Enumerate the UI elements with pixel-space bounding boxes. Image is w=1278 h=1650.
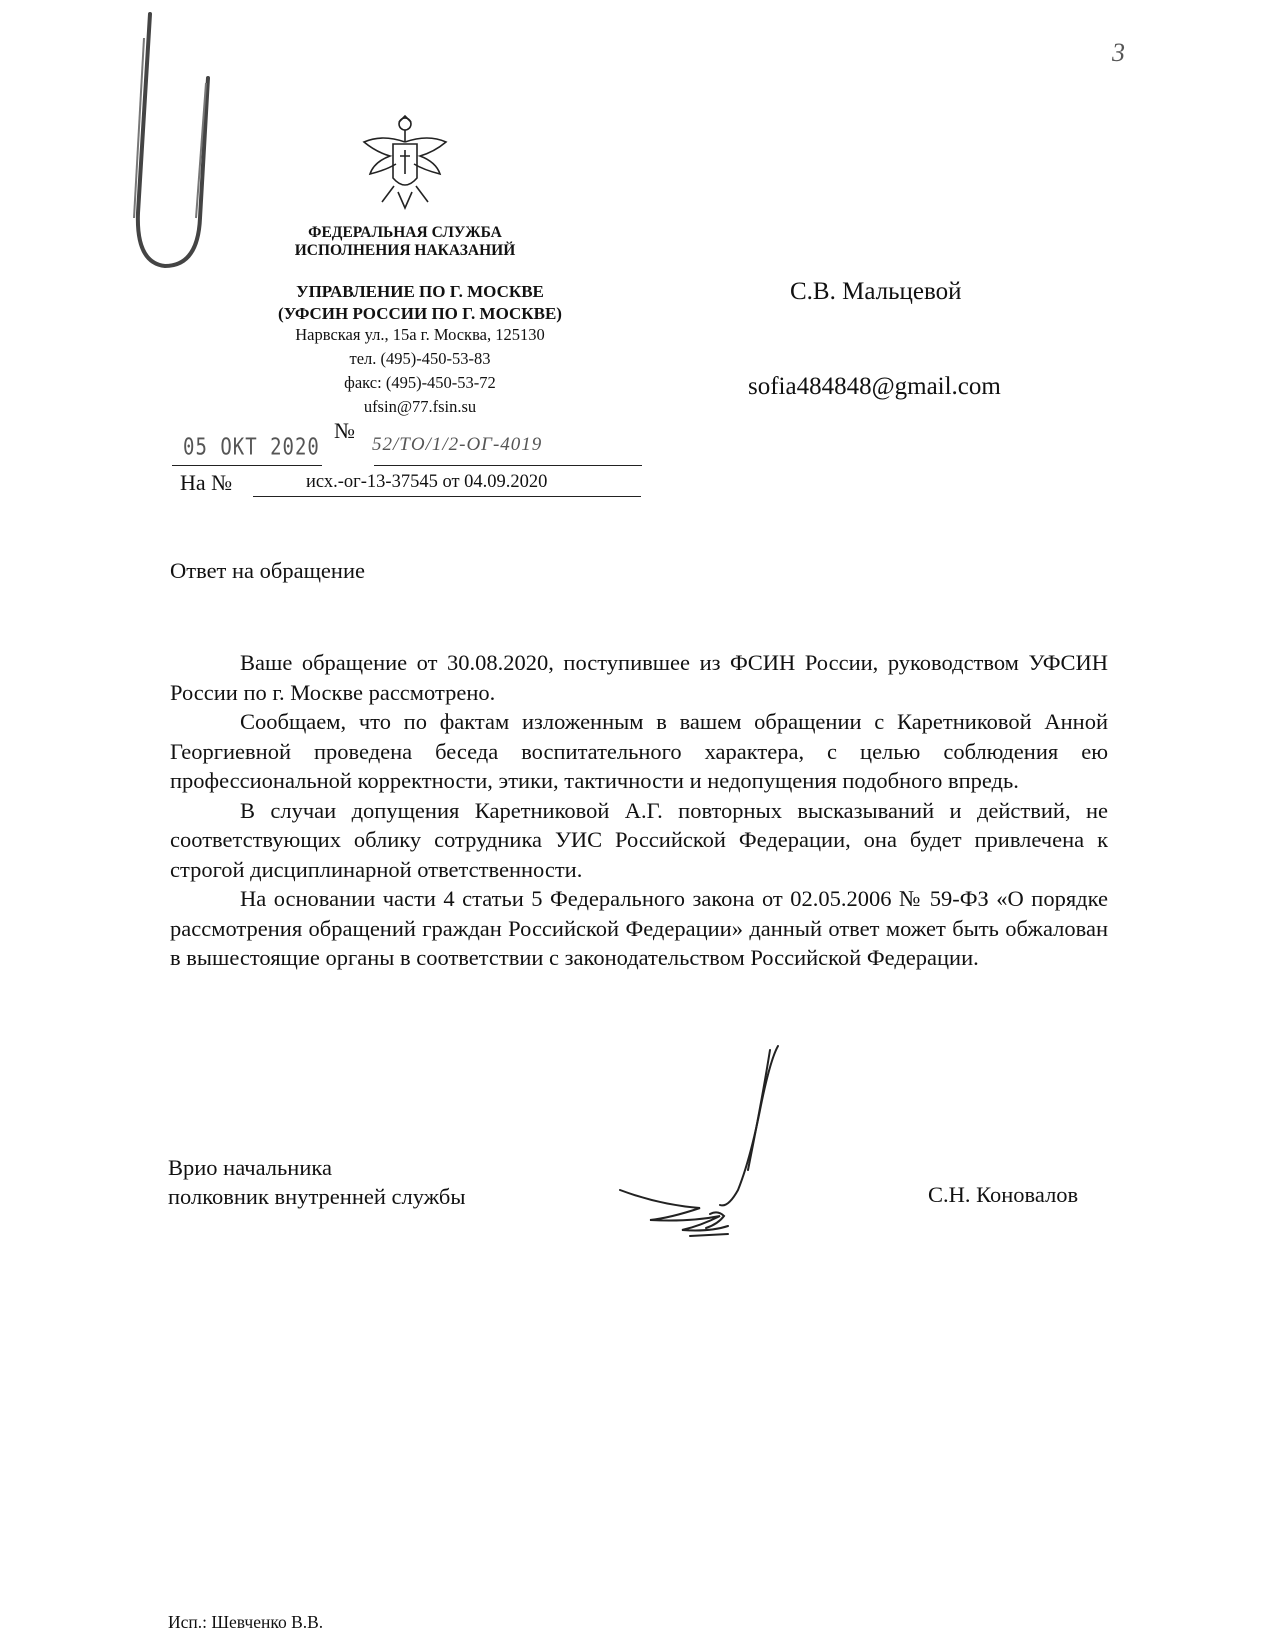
reference-underline — [253, 496, 641, 497]
reference-label: На № — [180, 470, 233, 495]
agency-name-line2: ИСПОЛНЕНИЯ НАКАЗАНИЙ — [294, 242, 516, 259]
department-email: ufsin@77.fsin.su — [363, 397, 477, 416]
paperclip-icon — [120, 8, 220, 268]
department-name-line2: (УФСИН РОССИИ ПО Г. МОСКВЕ) — [278, 304, 562, 323]
body-paragraph-3: В случаи допущения Каретниковой А.Г. повторных высказываний и действий, не соответствующих облику сотрудника УИС Российской Федерации, она будет привлечена к строгой дисциплинарной ответственности. — [170, 797, 1108, 882]
agency-name-line1: ФЕДЕРАЛЬНАЯ СЛУЖБА — [308, 224, 502, 241]
department-address: Нарвская ул., 15а г. Москва, 125130 — [295, 325, 545, 344]
body-paragraph-4: На основании части 4 статьи 5 Федерального закона от 02.05.2006 № 59-ФЗ «О порядке рассмотрения обращений граждан Российской Федерации» данный ответ может быть обжалован в вышестоящие органы в соответствии с законодательством Российской Федерации. — [170, 886, 1108, 970]
letter-subject: Ответ на обращение — [170, 558, 365, 583]
fsin-emblem-icon — [360, 112, 450, 216]
number-underline — [374, 465, 642, 466]
date-stamp: 05 ОКТ 2020 — [183, 434, 320, 461]
executor-name: Исп.: Шевченко В.В. — [168, 1612, 324, 1632]
recipient-email: sofia484848@gmail.com — [748, 373, 1001, 400]
recipient-name: С.В. Мальцевой — [790, 278, 962, 305]
body-paragraph-2: Сообщаем, что по фактам изложенным в вашем обращении с Каретниковой Анной Георгиевной проведена беседа воспитательного характера, с целью соблюдения ею профессиональной корректности, этики, тактичности и недопущения подобного впредь. — [170, 709, 1108, 793]
department-fax: факс: (495)-450-53-72 — [344, 373, 496, 392]
outgoing-number-handwritten: 52/ТО/1/2-ОГ-4019 — [372, 434, 543, 455]
signature-icon — [610, 1040, 800, 1250]
department-name-line1: УПРАВЛЕНИЕ ПО Г. МОСКВЕ — [296, 282, 544, 301]
page-number: 3 — [1112, 38, 1125, 67]
signer-name: С.Н. Коновалов — [928, 1182, 1079, 1207]
date-underline — [172, 465, 322, 466]
letter-body — [170, 648, 1108, 973]
signer-position-line2: полковник внутренней службы — [168, 1184, 466, 1209]
department-phone: тел. (495)-450-53-83 — [349, 349, 491, 368]
signer-position-line1: Врио начальника — [168, 1155, 332, 1180]
body-paragraph-1: Ваше обращение от 30.08.2020, поступившее из ФСИН России, руководством УФСИН России по г. Москве рассмотрено. — [170, 650, 1108, 705]
number-sign: № — [334, 418, 355, 443]
reference-value: исх.-ог-13-37545 от 04.09.2020 — [306, 472, 548, 492]
